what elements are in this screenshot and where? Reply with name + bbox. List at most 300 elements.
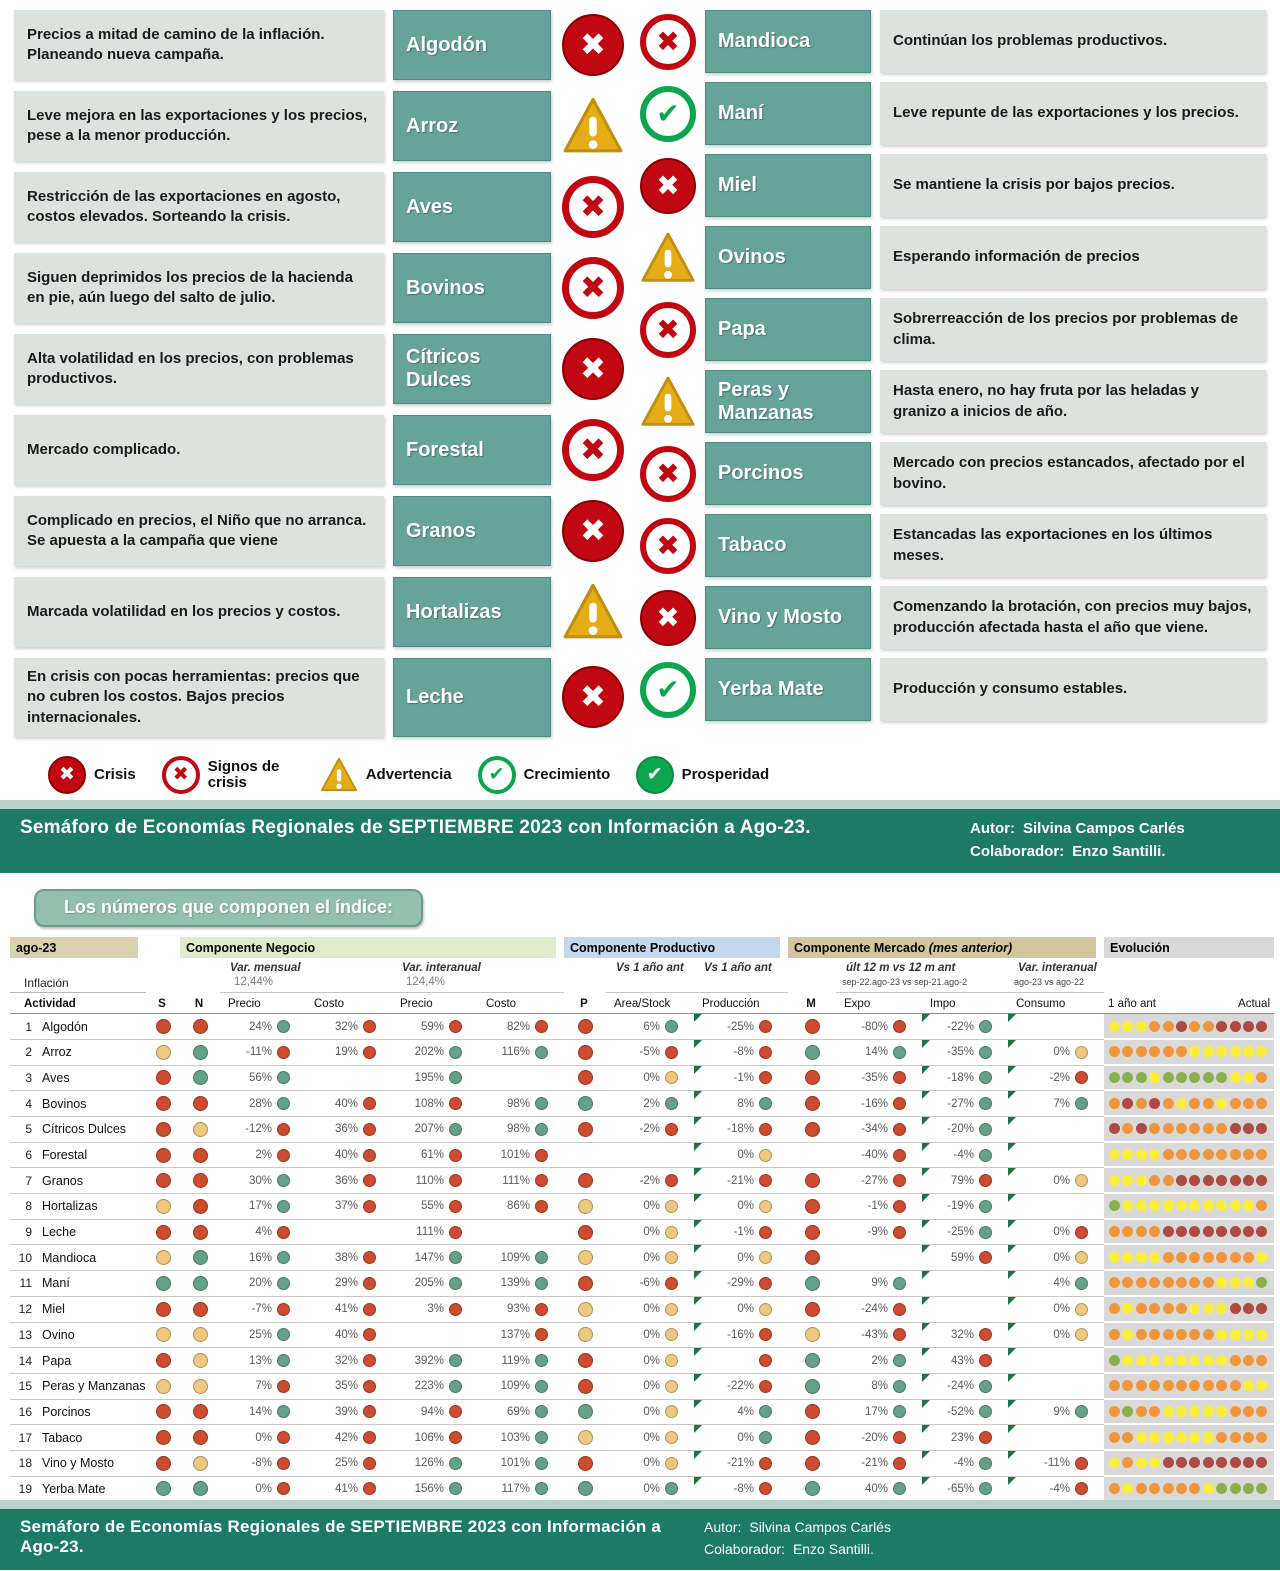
- col-costo-interanual: Costo: [478, 996, 564, 1014]
- cell-value: 202%: [414, 1046, 444, 1059]
- evolution-dot: [1176, 1072, 1187, 1083]
- cell-value: 106%: [414, 1431, 444, 1444]
- status-dot: [665, 1046, 678, 1059]
- evolution-dot: [1203, 1149, 1214, 1160]
- consumo: [1008, 1451, 1104, 1477]
- status-dot: [535, 1123, 548, 1136]
- produccion: [694, 1271, 788, 1297]
- cell-value: 7%: [255, 1380, 272, 1393]
- evolution-dot: [1243, 1483, 1254, 1494]
- evolution-dot: [1176, 1123, 1187, 1134]
- productivo-sub1: Vs 1 año ant: [616, 962, 684, 975]
- cell-value: 392%: [414, 1354, 444, 1367]
- commodity-description: Leve repunte de las exportaciones y los precios.: [880, 82, 1266, 145]
- status-dot: [277, 1328, 290, 1341]
- impo: [922, 1014, 1008, 1040]
- n-indicator: [180, 1323, 220, 1349]
- header-componente-negocio: Componente Negocio: [180, 937, 556, 958]
- evolution-dot: [1163, 1252, 1174, 1263]
- header-componente-productivo: Componente Productivo: [564, 937, 780, 958]
- evolution-dot: [1189, 1303, 1200, 1314]
- status-dot: [363, 1149, 376, 1162]
- commodity-description: Siguen deprimidos los precios de la hacienda en pie, aún luego del salto de julio.: [14, 253, 384, 323]
- m-indicator: [788, 1194, 836, 1220]
- costo-mensual: [306, 1014, 392, 1040]
- cell-value: 79%: [950, 1174, 974, 1187]
- cell-value: 111%: [502, 1174, 530, 1187]
- status-dot: [759, 1277, 772, 1290]
- cell-value: 0%: [1053, 1251, 1070, 1264]
- evolution-dot: [1189, 1175, 1200, 1186]
- costo-mensual: [306, 1348, 392, 1374]
- status-dot: [156, 1481, 171, 1496]
- mercado-sub1: últ 12 m vs 12 m ant: [846, 962, 956, 975]
- status-dot: [759, 1046, 772, 1059]
- cell-value: -12%: [245, 1123, 272, 1136]
- evolution-dot: [1243, 1021, 1254, 1032]
- evolution-dot: [1149, 1123, 1160, 1134]
- table-date-label: ago-23: [10, 937, 138, 958]
- p-indicator: [564, 1374, 606, 1400]
- crisis-icon: ✖: [640, 590, 696, 646]
- evolution-dot: [1176, 1175, 1187, 1186]
- evolution-dot: [1176, 1046, 1187, 1057]
- commodity-row: [14, 253, 626, 323]
- table-row: [10, 1194, 1278, 1220]
- cell-value: 35%: [334, 1380, 358, 1393]
- table-row: [10, 1066, 1278, 1092]
- n-indicator: [180, 1117, 220, 1143]
- m-indicator: [788, 1271, 836, 1297]
- cell-value: 0%: [1053, 1226, 1070, 1239]
- status-dot: [759, 1457, 772, 1470]
- advertencia-icon: [562, 581, 624, 643]
- status-dot: [363, 1097, 376, 1110]
- commodity-status: [640, 226, 696, 289]
- cell-value: 36%: [334, 1123, 358, 1136]
- impo: [922, 1091, 1008, 1117]
- cell-value: 0%: [643, 1380, 660, 1393]
- cell-value: 0%: [737, 1149, 754, 1162]
- evolution-dot: [1256, 1123, 1267, 1134]
- p-indicator: [564, 1143, 606, 1169]
- status-dot: [1075, 1071, 1088, 1084]
- evolution-dot: [1243, 1329, 1254, 1340]
- cell-value: 32%: [334, 1020, 358, 1033]
- status-dot: [759, 1328, 772, 1341]
- commodity-row: [14, 415, 626, 485]
- commodity-description: En crisis con pocas herramientas: precios que no cubren los costos. Bajos precios internacionales.: [14, 658, 384, 737]
- evolution-dot: [1136, 1200, 1147, 1211]
- expo: [836, 1091, 922, 1117]
- precio-interanual: [392, 1297, 478, 1323]
- area-stock: [606, 1477, 694, 1503]
- costo-mensual: [306, 1220, 392, 1246]
- cell-value: -16%: [727, 1328, 754, 1341]
- evolution-strip: [1104, 1014, 1274, 1040]
- commodity-name: Cítricos Dulces: [393, 334, 551, 404]
- area-stock: [606, 1143, 694, 1169]
- consumo: [1008, 1143, 1104, 1169]
- legend-item: [48, 756, 136, 794]
- status-dot: [363, 1431, 376, 1444]
- status-dot: [979, 1431, 992, 1444]
- status-dot: [979, 1020, 992, 1033]
- consumo: [1008, 1348, 1104, 1374]
- status-dot: [277, 1431, 290, 1444]
- status-dot: [805, 1302, 820, 1317]
- evolution-dot: [1109, 1483, 1120, 1494]
- area-stock: [606, 1348, 694, 1374]
- evolution-dot: [1256, 1021, 1267, 1032]
- evolution-dot: [1216, 1406, 1227, 1417]
- status-dot: [193, 1122, 208, 1137]
- area-stock: [606, 1168, 694, 1194]
- status-dot: [759, 1071, 772, 1084]
- status-dot: [156, 1250, 171, 1265]
- area-stock: [606, 1400, 694, 1426]
- evolution-strip: [1104, 1451, 1274, 1477]
- commodity-status: [560, 577, 626, 647]
- status-dot: [665, 1277, 678, 1290]
- evolution-dot: [1176, 1021, 1187, 1032]
- s-indicator: [146, 1477, 180, 1503]
- commodity-row: [14, 172, 626, 242]
- evolution-dot: [1256, 1252, 1267, 1263]
- evolution-dot: [1122, 1046, 1133, 1057]
- m-indicator: [788, 1143, 836, 1169]
- status-dot: [578, 1302, 593, 1317]
- status-dot: [578, 1430, 593, 1445]
- status-dot: [665, 1328, 678, 1341]
- cell-value: 16%: [248, 1251, 272, 1264]
- status-dot: [449, 1405, 462, 1418]
- evolution-dot: [1189, 1380, 1200, 1391]
- evolution-dot: [1189, 1483, 1200, 1494]
- p-indicator: [564, 1194, 606, 1220]
- evolution-dot: [1243, 1355, 1254, 1366]
- expo: [836, 1477, 922, 1503]
- status-dot: [449, 1303, 462, 1316]
- m-indicator: [788, 1117, 836, 1143]
- expo: [836, 1400, 922, 1426]
- cell-value: -21%: [727, 1457, 754, 1470]
- s-indicator: [146, 1400, 180, 1426]
- legend-item: [162, 756, 294, 794]
- evolution-dot: [1243, 1200, 1254, 1211]
- signos-icon: ✖: [640, 518, 696, 574]
- activity-name: Vino y Mosto: [36, 1451, 146, 1477]
- commodity-status: [640, 586, 696, 649]
- consumo: [1008, 1014, 1104, 1040]
- status-dot: [156, 1019, 171, 1034]
- status-dot: [535, 1303, 548, 1316]
- precio-interanual: [392, 1477, 478, 1503]
- evolution-dot: [1243, 1432, 1254, 1443]
- n-indicator: [180, 1245, 220, 1271]
- consumo: [1008, 1400, 1104, 1426]
- cell-value: -24%: [947, 1380, 974, 1393]
- evolution-dot: [1109, 1226, 1120, 1237]
- table-row: [10, 1348, 1278, 1374]
- area-stock: [606, 1374, 694, 1400]
- evolution-strip: [1104, 1117, 1274, 1143]
- evolution-dot: [1109, 1021, 1120, 1032]
- cell-value: -22%: [727, 1380, 754, 1393]
- status-dot: [449, 1020, 462, 1033]
- evolution-dot: [1136, 1175, 1147, 1186]
- status-dot: [1075, 1174, 1088, 1187]
- mercado-sub2: Var. interanual: [1018, 962, 1097, 975]
- consumo: [1008, 1220, 1104, 1246]
- evolution-dot: [1256, 1483, 1267, 1494]
- evolution-dot: [1109, 1303, 1120, 1314]
- status-dot: [363, 1405, 376, 1418]
- evolution-dot: [1189, 1355, 1200, 1366]
- row-number: 11: [10, 1271, 36, 1297]
- commodity-name: Granos: [393, 496, 551, 566]
- status-dot: [893, 1431, 906, 1444]
- status-dot: [277, 1174, 290, 1187]
- cell-value: 2%: [871, 1354, 888, 1367]
- precio-mensual: [220, 1168, 306, 1194]
- table-row: [10, 1091, 1278, 1117]
- evolution-dot: [1189, 1277, 1200, 1288]
- status-dot: [363, 1277, 376, 1290]
- evolution-dot: [1216, 1021, 1227, 1032]
- area-stock: [606, 1297, 694, 1323]
- costo-mensual: [306, 1040, 392, 1066]
- evolution-dot: [1230, 1303, 1241, 1314]
- status-dot: [449, 1380, 462, 1393]
- cell-value: -11%: [1044, 1457, 1070, 1470]
- cell-value: -21%: [861, 1457, 888, 1470]
- evolution-dot: [1122, 1200, 1133, 1211]
- status-dot: [578, 1353, 593, 1368]
- cell-value: -34%: [861, 1123, 888, 1136]
- commodity-name: Ovinos: [705, 226, 871, 289]
- precio-mensual: [220, 1297, 306, 1323]
- signos-icon: ✖: [162, 756, 200, 794]
- expo: [836, 1297, 922, 1323]
- cell-value: 61%: [420, 1149, 444, 1162]
- col-produccion: Producción: [694, 996, 788, 1014]
- evolution-dot: [1176, 1252, 1187, 1263]
- col-p: P: [564, 996, 606, 1014]
- status-dot: [979, 1482, 992, 1495]
- expo: [836, 1168, 922, 1194]
- status-dot: [277, 1303, 290, 1316]
- precio-interanual: [392, 1014, 478, 1040]
- status-dot: [805, 1404, 820, 1419]
- status-dot: [893, 1328, 906, 1341]
- status-dot: [449, 1123, 462, 1136]
- activity-name: Granos: [36, 1168, 146, 1194]
- row-number: 13: [10, 1323, 36, 1349]
- author-name: Silvina Campos Carlés: [1023, 819, 1185, 837]
- commodity-row: [14, 577, 626, 647]
- precio-interanual: [392, 1117, 478, 1143]
- cell-value: -8%: [251, 1457, 272, 1470]
- evolution-strip: [1104, 1348, 1274, 1374]
- costo-interanual: [478, 1451, 564, 1477]
- costo-interanual: [478, 1271, 564, 1297]
- cell-value: 4%: [255, 1226, 272, 1239]
- status-dot: [449, 1071, 462, 1084]
- evolution-dot: [1163, 1098, 1174, 1109]
- evolution-dot: [1203, 1226, 1214, 1237]
- title-banner: [0, 800, 1280, 874]
- precio-mensual: [220, 1477, 306, 1503]
- signos-icon: ✖: [640, 302, 696, 358]
- status-dot: [893, 1123, 906, 1136]
- status-dot: [665, 1226, 678, 1239]
- commodity-name: Aves: [393, 172, 551, 242]
- activity-name: Cítricos Dulces: [36, 1117, 146, 1143]
- status-dot: [805, 1225, 820, 1240]
- status-dot: [193, 1173, 208, 1188]
- expo: [836, 1143, 922, 1169]
- evolution-dot: [1230, 1457, 1241, 1468]
- produccion: [694, 1245, 788, 1271]
- cell-value: 0%: [643, 1405, 660, 1418]
- evolution-dot: [1122, 1021, 1133, 1032]
- impo: [922, 1425, 1008, 1451]
- status-dot: [277, 1200, 290, 1213]
- cell-value: -1%: [733, 1226, 754, 1239]
- status-dot: [449, 1046, 462, 1059]
- commodity-name: Bovinos: [393, 253, 551, 323]
- evolution-strip: [1104, 1245, 1274, 1271]
- precio-mensual: [220, 1143, 306, 1169]
- status-dot: [578, 1045, 593, 1060]
- semaphore-left-column: [14, 10, 626, 748]
- activity-name: Mandioca: [36, 1245, 146, 1271]
- cell-value: -27%: [947, 1097, 974, 1110]
- consumo: [1008, 1040, 1104, 1066]
- cell-value: -29%: [727, 1277, 754, 1290]
- cell-value: -35%: [861, 1071, 888, 1084]
- precio-interanual: [392, 1425, 478, 1451]
- status-dot: [156, 1199, 171, 1214]
- commodity-description: Mercado con precios estancados, afectado por el bovino.: [880, 442, 1266, 505]
- expo: [836, 1066, 922, 1092]
- m-indicator: [788, 1348, 836, 1374]
- semaphore-right-column: [640, 10, 1266, 748]
- evolution-dot: [1189, 1226, 1200, 1237]
- evolution-dot: [1176, 1226, 1187, 1237]
- impo: [922, 1194, 1008, 1220]
- status-dot: [277, 1482, 290, 1495]
- col-area-stock: Area/Stock: [606, 996, 694, 1014]
- cell-value: -5%: [639, 1046, 660, 1059]
- col-consumo: Consumo: [1008, 996, 1104, 1014]
- s-indicator: [146, 1220, 180, 1246]
- commodity-name: Papa: [705, 298, 871, 361]
- p-indicator: [564, 1117, 606, 1143]
- evolution-dot: [1256, 1149, 1267, 1160]
- evolution-dot: [1136, 1021, 1147, 1032]
- cell-value: 24%: [248, 1020, 272, 1033]
- status-dot: [665, 1457, 678, 1470]
- commodity-description: Esperando información de precios: [880, 226, 1266, 289]
- evolution-dot: [1163, 1200, 1174, 1211]
- cell-value: -27%: [861, 1174, 888, 1187]
- cell-value: 111%: [416, 1226, 444, 1239]
- evolution-dot: [1109, 1406, 1120, 1417]
- cell-value: 17%: [864, 1405, 888, 1418]
- status-dot: [535, 1251, 548, 1264]
- expo: [836, 1451, 922, 1477]
- status-dot: [535, 1405, 548, 1418]
- evolution-dot: [1230, 1175, 1241, 1186]
- cell-value: 2%: [255, 1149, 272, 1162]
- mercado-period-1: sep-22.ago-23 vs sep-21.ago-2: [836, 974, 1008, 993]
- n-indicator: [180, 1168, 220, 1194]
- status-dot: [893, 1226, 906, 1239]
- p-indicator: [564, 1323, 606, 1349]
- evolution-dot: [1243, 1072, 1254, 1083]
- productivo-sub2: Vs 1 año ant: [704, 962, 772, 975]
- commodity-description: Hasta enero, no hay fruta por las heladas y granizo a inicios de año.: [880, 370, 1266, 433]
- evolution-dot: [1163, 1277, 1174, 1288]
- evolution-dot: [1203, 1277, 1214, 1288]
- status-dot: [578, 1199, 593, 1214]
- cell-value: 195%: [414, 1071, 444, 1084]
- commodity-row: [640, 586, 1266, 649]
- precio-mensual: [220, 1271, 306, 1297]
- n-indicator: [180, 1271, 220, 1297]
- cell-value: 117%: [501, 1482, 530, 1495]
- evolution-dot: [1243, 1098, 1254, 1109]
- area-stock: [606, 1117, 694, 1143]
- evolution-dot: [1256, 1046, 1267, 1057]
- cell-value: 14%: [864, 1046, 888, 1059]
- status-dot: [193, 1456, 208, 1471]
- cell-value: 17%: [248, 1200, 272, 1213]
- evolution-strip: [1104, 1066, 1274, 1092]
- table-row: [10, 1451, 1278, 1477]
- evolution-dot: [1149, 1072, 1160, 1083]
- status-dot: [979, 1226, 992, 1239]
- evolution-dot: [1203, 1457, 1214, 1468]
- precio-mensual: [220, 1194, 306, 1220]
- evolution-dot: [1136, 1252, 1147, 1263]
- s-indicator: [146, 1245, 180, 1271]
- consumo: [1008, 1168, 1104, 1194]
- cell-value: 8%: [737, 1097, 754, 1110]
- consumo: [1008, 1323, 1104, 1349]
- cell-value: 6%: [643, 1020, 660, 1033]
- status-dot: [156, 1327, 171, 1342]
- cell-value: 116%: [501, 1046, 530, 1059]
- status-dot: [277, 1354, 290, 1367]
- costo-mensual: [306, 1066, 392, 1092]
- status-dot: [759, 1097, 772, 1110]
- evolution-dot: [1216, 1457, 1227, 1468]
- s-indicator: [146, 1014, 180, 1040]
- n-indicator: [180, 1297, 220, 1323]
- cell-value: 0%: [737, 1303, 754, 1316]
- evolution-strip: [1104, 1425, 1274, 1451]
- evolution-dot: [1243, 1457, 1254, 1468]
- evolution-dot: [1216, 1149, 1227, 1160]
- inflacion-interanual-value: 124,4%: [392, 974, 564, 993]
- evolution-dot: [1230, 1355, 1241, 1366]
- commodity-row: [640, 442, 1266, 505]
- status-dot: [535, 1457, 548, 1470]
- evolution-dot: [1189, 1123, 1200, 1134]
